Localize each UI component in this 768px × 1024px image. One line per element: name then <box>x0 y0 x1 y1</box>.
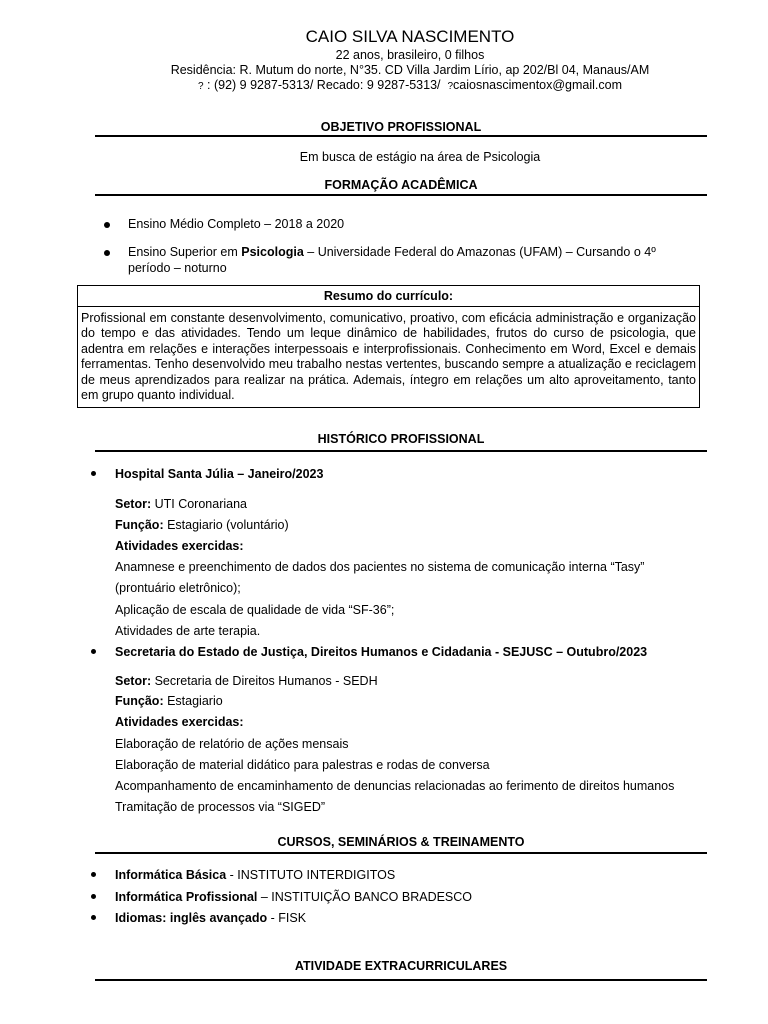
resumo-text: Profissional em constante desenvolvimento, comunicativo, proativo, com eficácia administração e organização do tempo e das atividades. Tendo um leque dinâmico de habilidades, frutos do curso de psicologia, que adentra em relações e interações interpessoais e interprofissionais. Conhecimento em Word, Excel e demais ferramentas. Tenho desenvolvido meu trabalho nestas vertentes, buscando sempre a atualização e reciclagem de meus aprendizados para realizar na prática. Ademais, íntegro em relações um alto aproveitamento, tanto em grupo quanto individual. <box>81 311 696 403</box>
job-heading: Secretaria do Estado de Justiça, Direitos Humanos e Cidadania - SEJUSC – Outubro/2023 <box>115 645 648 659</box>
section-title-cursos: CURSOS, SEMINÁRIOS & TREINAMENTO <box>277 835 525 849</box>
atividades-label: Atividades exercidas: <box>115 539 244 553</box>
job-setor <box>115 673 707 689</box>
setor-label: Setor: <box>115 674 152 688</box>
job-funcao <box>115 517 707 533</box>
setor-label: Setor: <box>115 497 152 511</box>
section-title-extra: ATIVIDADE EXTRACURRICULARES <box>294 959 508 973</box>
funcao-value: Estagiario <box>163 694 223 708</box>
objetivo-text: Em busca de estágio na área de Psicologia <box>299 150 541 164</box>
section-title-historico: HISTÓRICO PROFISSIONAL <box>317 432 485 446</box>
section-rule <box>95 450 707 452</box>
funcao-value: Estagiario (voluntário) <box>163 518 289 532</box>
bullet-icon <box>91 649 96 654</box>
bullet-icon <box>91 894 96 899</box>
curso-institution: – INSTITUIÇÃO BANCO BRADESCO <box>257 890 473 904</box>
atividade-item: Anamnese e preenchimento de dados dos pacientes no sistema de comunicação interna “Tasy” <box>115 560 645 574</box>
bullet-icon <box>104 222 110 228</box>
atividade-item: Elaboração de relatório de ações mensais <box>115 737 349 751</box>
formacao-item-prefix: Ensino Superior em <box>128 245 242 259</box>
email: caiosnascimentox@gmail.com <box>453 78 623 92</box>
curso-name: Informática Profissional <box>115 890 258 904</box>
formacao-item: Ensino Médio Completo – 2018 a 2020 <box>128 217 345 231</box>
contact-line <box>0 77 768 95</box>
bullet-icon <box>104 250 110 256</box>
curso-name: Informática Básica <box>115 868 227 882</box>
bullet-icon <box>91 471 96 476</box>
address: Residência: R. Mutum do norte, N°35. CD Villa Jardim Lírio, ap 202/Bl 04, Manaus/AM <box>170 63 650 77</box>
resumo-box <box>77 285 700 408</box>
atividade-item: Acompanhamento de encaminhamento de denuncias relacionadas ao ferimento de direitos humanos <box>115 779 675 793</box>
funcao-label: Função: <box>115 518 164 532</box>
setor-value: UTI Coronariana <box>151 497 247 511</box>
formacao-item-line2: período – noturno <box>128 261 227 275</box>
bullet-icon <box>91 872 96 877</box>
candidate-name: CAIO SILVA NASCIMENTO <box>305 27 515 46</box>
resumo-title: Resumo do currículo: <box>78 286 699 307</box>
curso-item <box>115 889 707 905</box>
atividade-item: Elaboração de material didático para palestras e rodas de conversa <box>115 758 490 772</box>
atividade-item: Aplicação de escala de qualidade de vida “SF-36”; <box>115 603 395 617</box>
job-heading: Hospital Santa Júlia – Janeiro/2023 <box>115 467 324 481</box>
section-rule <box>95 135 707 137</box>
atividade-item-line2: (prontuário eletrônico); <box>115 581 241 595</box>
phone-numbers: : (92) 9 9287-5313/ Recado: 9 9287-5313/ <box>203 78 448 92</box>
section-rule <box>95 194 707 196</box>
atividade-item: Atividades de arte terapia. <box>115 624 261 638</box>
email-icon: ? <box>447 81 454 92</box>
phone-icon: ? <box>197 81 204 92</box>
curso-item <box>115 867 707 883</box>
curso-institution: - FISK <box>267 911 307 925</box>
formacao-course: Psicologia <box>241 245 304 259</box>
personal-info: 22 anos, brasileiro, 0 filhos <box>335 48 485 62</box>
formacao-item <box>128 245 698 259</box>
section-title-objetivo: OBJETIVO PROFISSIONAL <box>320 120 482 134</box>
curso-institution: - INSTITUTO INTERDIGITOS <box>226 868 396 882</box>
section-title-formacao: FORMAÇÃO ACADÊMICA <box>324 178 478 192</box>
curso-item <box>115 910 707 926</box>
curso-name: Idiomas: inglês avançado <box>115 911 268 925</box>
job-funcao <box>115 693 707 709</box>
formacao-item-suffix: – Universidade Federal do Amazonas (UFAM) – Cursando o 4º <box>303 245 656 259</box>
atividades-label: Atividades exercidas: <box>115 715 244 729</box>
atividade-item: Tramitação de processos via “SIGED” <box>115 800 326 814</box>
setor-value: Secretaria de Direitos Humanos - SEDH <box>151 674 378 688</box>
section-rule <box>95 979 707 981</box>
funcao-label: Função: <box>115 694 164 708</box>
job-setor <box>115 496 707 512</box>
section-rule <box>95 852 707 854</box>
bullet-icon <box>91 915 96 920</box>
